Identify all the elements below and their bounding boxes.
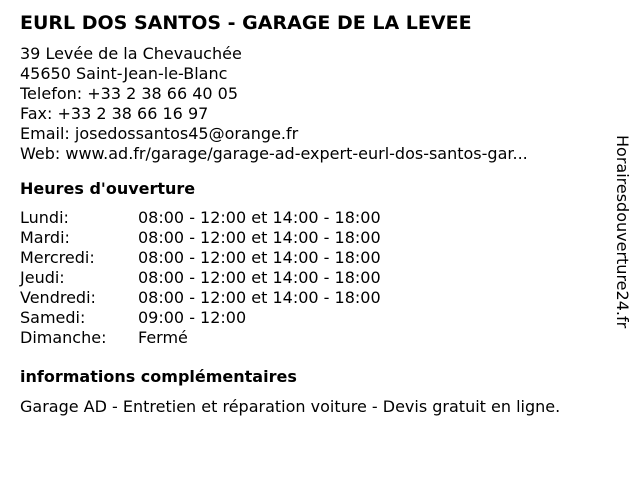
hours-time: 08:00 - 12:00 et 14:00 - 18:00 (138, 268, 381, 287)
hours-time: Fermé (138, 328, 188, 347)
email-address: Email: josedossantos45@orange.fr (20, 124, 299, 143)
hours-day: Jeudi: (20, 268, 65, 287)
opening-hours-table (20, 208, 610, 348)
hours-time: 09:00 - 12:00 (138, 308, 247, 327)
website-url: Web: www.ad.fr/garage/garage-ad-expert-eurl-dos-santos-gar... (20, 144, 528, 163)
fax-number: Fax: +33 2 38 66 16 97 (20, 104, 209, 123)
additional-info-heading: informations complémentaires (20, 367, 297, 386)
site-watermark: Horairesdouverture24.fr (613, 135, 632, 329)
hours-time: 08:00 - 12:00 et 14:00 - 18:00 (138, 248, 381, 267)
business-name: EURL DOS SANTOS - GARAGE DE LA LEVEE (20, 12, 472, 34)
business-card (20, 10, 610, 418)
hours-row-sunday (20, 328, 610, 348)
hours-time: 08:00 - 12:00 et 14:00 - 18:00 (138, 288, 381, 307)
hours-row-wednesday (20, 248, 610, 268)
hours-row-monday (20, 208, 610, 228)
hours-day: Dimanche: (20, 328, 107, 347)
hours-day: Vendredi: (20, 288, 96, 307)
opening-hours-heading: Heures d'ouverture (20, 179, 196, 198)
address-street: 39 Levée de la Chevauchée (20, 44, 242, 63)
contact-block (20, 44, 610, 164)
hours-day: Samedi: (20, 308, 86, 327)
phone-number: Telefon: +33 2 38 66 40 05 (20, 84, 239, 103)
hours-time: 08:00 - 12:00 et 14:00 - 18:00 (138, 208, 381, 227)
hours-day: Mardi: (20, 228, 70, 247)
hours-day: Lundi: (20, 208, 69, 227)
additional-info-text: Garage AD - Entretien et réparation voiture - Devis gratuit en ligne. (20, 397, 561, 416)
hours-day: Mercredi: (20, 248, 95, 267)
hours-row-tuesday (20, 228, 610, 248)
hours-time: 08:00 - 12:00 et 14:00 - 18:00 (138, 228, 381, 247)
address-city: 45650 Saint-Jean-le-Blanc (20, 64, 228, 83)
hours-row-saturday (20, 308, 610, 328)
hours-row-thursday (20, 268, 610, 288)
hours-row-friday (20, 288, 610, 308)
